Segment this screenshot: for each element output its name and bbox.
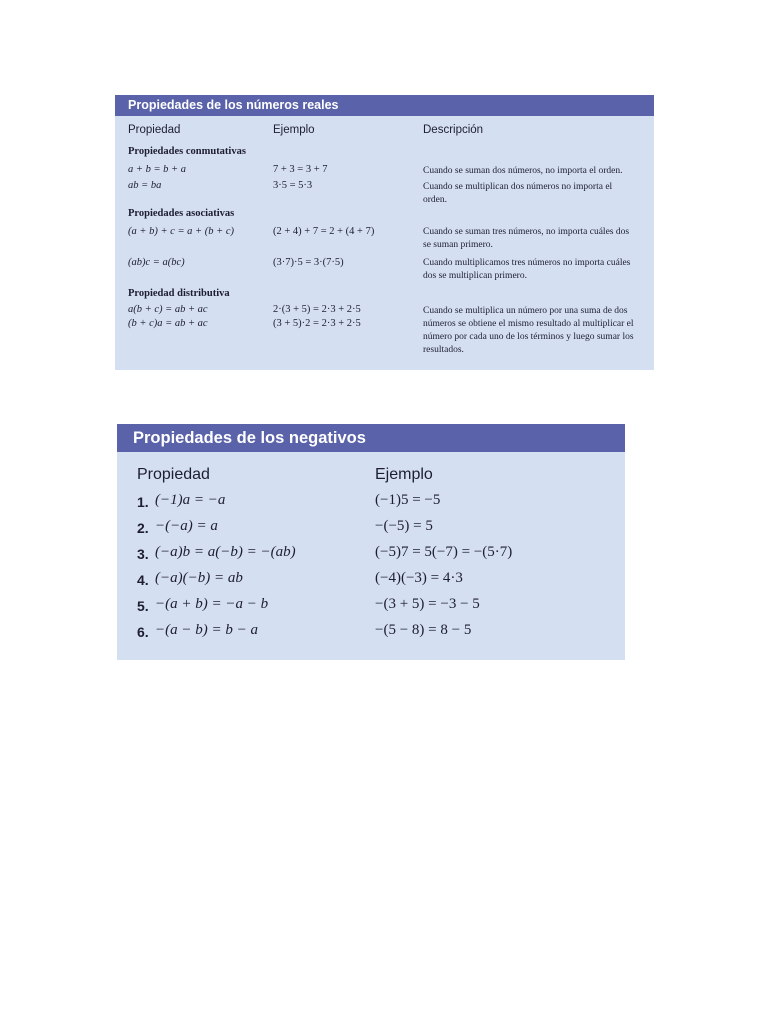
column-header-descripcion: Descripción <box>423 124 484 136</box>
property-example: 7 + 3 = 3 + 7 <box>273 164 328 175</box>
property-example: (3·7)·5 = 3·(7·5) <box>273 257 344 268</box>
table-row <box>117 596 625 622</box>
property-formula: (−1)a = −a <box>155 492 226 508</box>
property-formula: a + b = b + a <box>128 164 187 175</box>
property-formula: −(a + b) = −a − b <box>155 596 269 612</box>
property-formula: a(b + c) = ab + ac <box>128 304 208 315</box>
property-formula: (ab)c = a(bc) <box>128 257 185 268</box>
property-formula: (a + b) + c = a + (b + c) <box>128 226 234 237</box>
property-formula: (−a)(−b) = ab <box>155 570 243 586</box>
property-example: (2 + 4) + 7 = 2 + (4 + 7) <box>273 226 375 237</box>
property-example: 3·5 = 5·3 <box>273 180 313 191</box>
property-example: −(5 − 8) = 8 − 5 <box>375 622 472 638</box>
property-description: Cuando se suman tres números, no importa cuáles dos se suman primero. <box>423 227 630 250</box>
property-example: (−5)7 = 5(−7) = −(5·7) <box>375 544 513 560</box>
table-title: Propiedades de los números reales <box>115 95 654 116</box>
property-formula: −(−a) = a <box>155 518 218 534</box>
property-formula: (b + c)a = ab + ac <box>128 318 208 329</box>
property-formula: (−a)b = a(−b) = −(ab) <box>155 544 296 560</box>
property-example: (−4)(−3) = 4·3 <box>375 570 463 586</box>
property-formula: −(a − b) = b − a <box>155 622 258 638</box>
group-heading: Propiedades conmutativas <box>128 146 246 157</box>
property-example: (3 + 5)·2 = 2·3 + 2·5 <box>273 318 361 329</box>
property-example: −(−5) = 5 <box>375 518 433 534</box>
table-row <box>117 570 625 596</box>
row-number: 3. <box>137 546 149 562</box>
property-example: 2·(3 + 5) = 2·3 + 2·5 <box>273 304 361 315</box>
table-row <box>117 492 625 518</box>
row-number: 6. <box>137 624 149 640</box>
property-description: Cuando se suman dos números, no importa el orden. <box>423 166 623 176</box>
property-description: Cuando multiplicamos tres números no importa cuáles dos se multiplican primero. <box>423 258 631 281</box>
row-number: 1. <box>137 494 149 510</box>
table-row <box>117 622 625 648</box>
property-description: Cuando se multiplican dos números no importa el orden. <box>423 182 613 205</box>
column-header-propiedad: Propiedad <box>128 124 181 136</box>
table-row <box>117 544 625 570</box>
table-row <box>117 518 625 544</box>
property-example: −(3 + 5) = −3 − 5 <box>375 596 480 612</box>
table-title: Propiedades de los negativos <box>117 424 625 452</box>
column-header-ejemplo: Ejemplo <box>273 124 315 136</box>
property-formula: ab = ba <box>128 180 162 191</box>
property-example: (−1)5 = −5 <box>375 492 441 508</box>
column-header-propiedad: Propiedad <box>137 466 210 483</box>
real-number-properties-table <box>115 95 654 370</box>
group-heading: Propiedades asociativas <box>128 208 235 219</box>
group-heading: Propiedad distributiva <box>128 288 230 299</box>
row-number: 2. <box>137 520 149 536</box>
row-number: 5. <box>137 598 149 614</box>
column-header-ejemplo: Ejemplo <box>375 466 433 483</box>
row-number: 4. <box>137 572 149 588</box>
property-description: Cuando se multiplica un número por una suma de dos números se obtiene el mismo resultado al multiplicar el número por cada uno de los términos y luego sumar los resultados. <box>423 306 634 355</box>
negatives-properties-table <box>117 424 625 660</box>
